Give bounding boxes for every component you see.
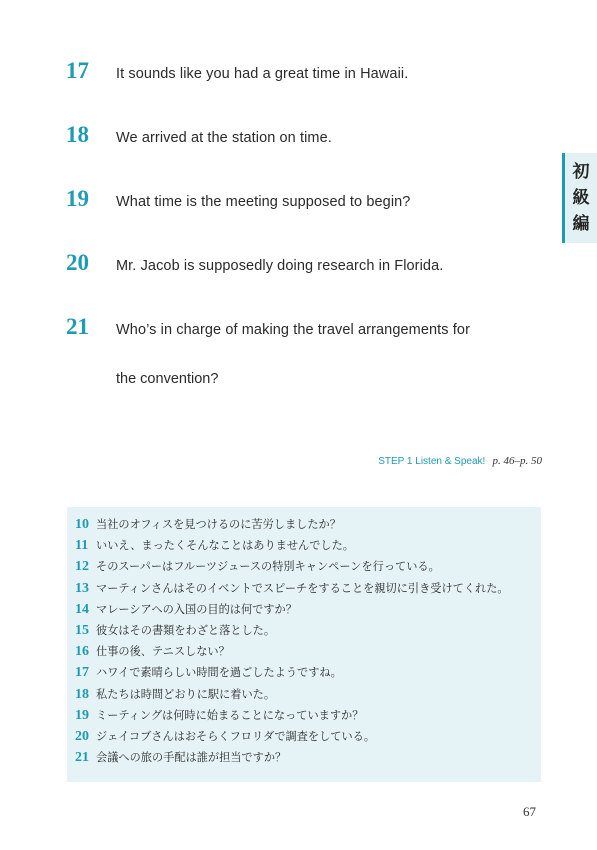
- translation-text: そのスーパーはフルーツジュースの特別キャンペーンを行っている。: [96, 560, 440, 574]
- translation-row: [75, 580, 541, 601]
- sentence-number: 21: [66, 314, 89, 339]
- translation-text: 仕事の後、テニスしない？: [96, 645, 230, 659]
- translation-text: ジェイコブさんはおそらくフロリダで調査をしている。: [96, 729, 376, 743]
- translation-row: [75, 643, 541, 664]
- step-pages: p. 46–p. 50: [492, 455, 542, 467]
- side-tab-char: 級: [572, 188, 590, 208]
- translation-row: [75, 749, 541, 770]
- translation-row: [75, 537, 541, 558]
- sentence-20: [66, 250, 443, 276]
- translation-row: [75, 601, 541, 622]
- sentence-number: 19: [66, 186, 89, 211]
- page-number: 67: [523, 804, 536, 819]
- translation-text: 当社のオフィスを見つけるのに苦労しましたか？: [96, 518, 341, 531]
- translation-number: 13: [75, 580, 89, 596]
- translation-text: 私たちは時間どおりに駅に着いた。: [96, 687, 276, 701]
- sentence-number: 20: [66, 250, 89, 275]
- step-label: STEP 1 Listen & Speak!: [378, 456, 486, 467]
- side-tab-char: 編: [572, 214, 590, 234]
- sentence-17: [66, 58, 408, 84]
- translation-text: 会議への旅の手配は誰が担当ですか？: [96, 751, 287, 765]
- translation-number: 19: [75, 707, 89, 723]
- translation-text: いいえ、まったくそんなことはありませんでした。: [96, 539, 354, 553]
- sentence-number: 18: [66, 122, 89, 147]
- translation-number: 12: [75, 559, 89, 575]
- translation-number: 16: [75, 644, 89, 660]
- translation-number: 17: [75, 665, 89, 681]
- translation-row: [75, 728, 541, 749]
- sentence-18: [66, 122, 332, 148]
- translation-row: [75, 664, 541, 685]
- translation-text: マレーシアへの入国の目的は何ですか？: [96, 602, 297, 616]
- translation-text: マーティンさんはそのイベントでスピーチをすることを親切に引き受けてくれた。: [96, 581, 509, 595]
- translation-number: 20: [75, 728, 89, 744]
- sentence-text: Who’s in charge of making the travel arrangements for: [116, 322, 471, 338]
- sentence-text: It sounds like you had a great time in Hawaii.: [116, 66, 409, 82]
- level-side-tab: [562, 153, 597, 243]
- translation-number: 10: [75, 517, 89, 532]
- sentence-text: What time is the meeting supposed to begin?: [116, 194, 411, 210]
- translation-number: 18: [75, 686, 89, 702]
- step-reference: [378, 455, 542, 467]
- translation-number: 21: [75, 750, 89, 766]
- sentence-text: We arrived at the station on time.: [116, 130, 332, 146]
- translation-row: [75, 707, 541, 728]
- translation-row: [75, 686, 541, 707]
- sentence-19: [66, 186, 410, 212]
- translation-text: ミーティングは何時に始まることになっていますか？: [96, 708, 364, 722]
- side-tab-char: 初: [572, 162, 590, 182]
- sentence-21: [66, 314, 470, 340]
- translation-text: 彼女はその書類をわざと落とした。: [96, 623, 276, 637]
- sentence-continuation: the convention?: [116, 371, 219, 387]
- translation-row: [75, 622, 541, 643]
- sentence-text: Mr. Jacob is supposedly doing research in Florida.: [116, 258, 444, 274]
- translation-number: 15: [75, 622, 89, 638]
- translation-number: 14: [75, 601, 89, 617]
- translation-box: [67, 507, 541, 782]
- sentence-number: 17: [66, 58, 89, 83]
- translation-text: ハワイで素晴らしい時間を過ごしたようですね。: [96, 666, 342, 680]
- translation-row: [75, 558, 541, 579]
- translation-number: 11: [75, 538, 89, 554]
- translation-row: [75, 516, 541, 537]
